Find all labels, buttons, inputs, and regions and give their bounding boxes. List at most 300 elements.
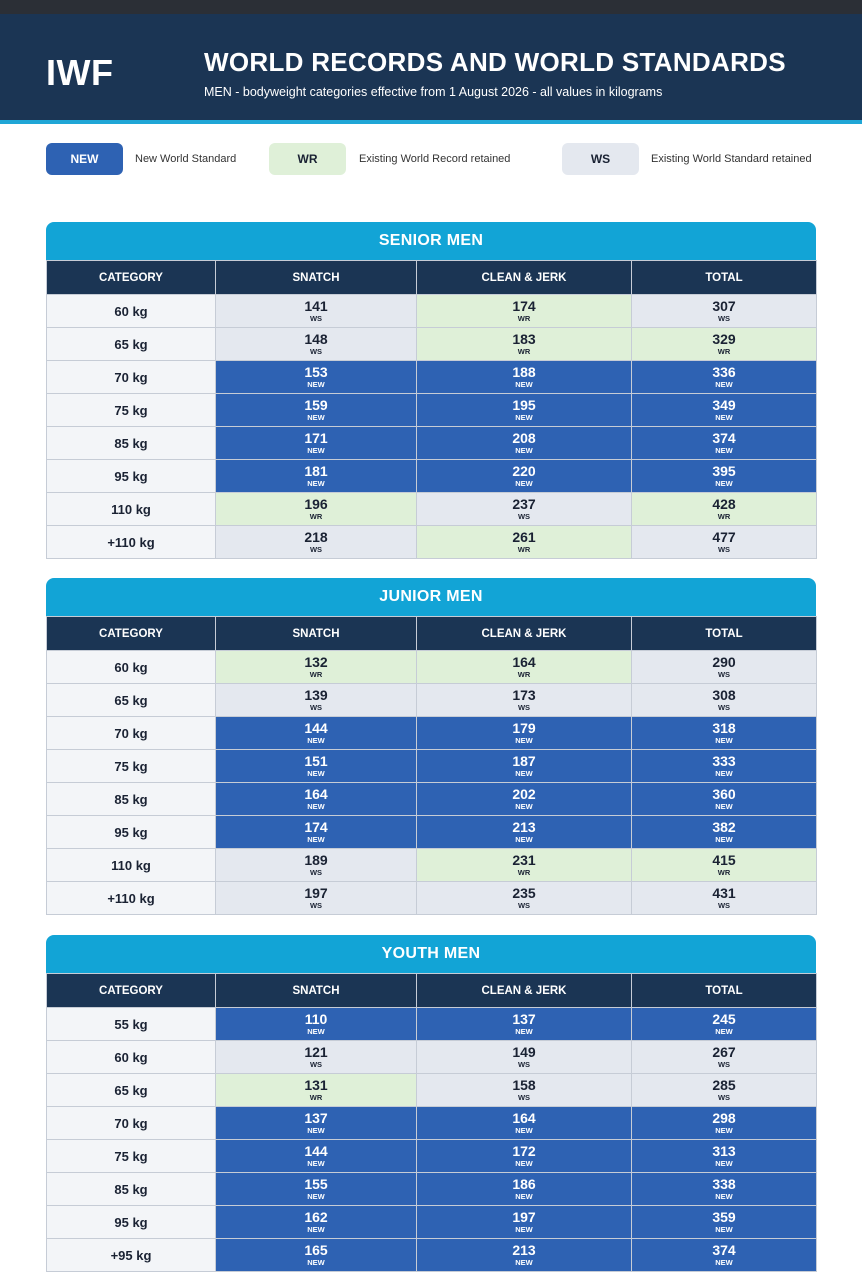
snatch-cell <box>216 816 417 849</box>
table-row <box>47 882 817 915</box>
column-header: CATEGORY <box>47 261 216 295</box>
clean-jerk-cell <box>417 783 632 816</box>
column-header: TOTAL <box>632 617 817 651</box>
record-status: WS <box>309 868 323 877</box>
record-status: WR <box>309 670 323 679</box>
section-title: YOUTH MEN <box>46 935 816 973</box>
record-value: 267 <box>712 1044 736 1060</box>
total-cell <box>632 361 817 394</box>
record-value: 374 <box>712 1242 736 1258</box>
page-title: WORLD RECORDS AND WORLD STANDARDS <box>204 47 786 77</box>
total-cell <box>632 295 817 328</box>
record-status: WR <box>717 512 731 521</box>
record-status: WS <box>717 703 731 712</box>
record-value: 121 <box>304 1044 328 1060</box>
total-cell <box>632 1239 817 1272</box>
records-table <box>46 616 817 915</box>
record-value: 338 <box>712 1176 736 1192</box>
snatch-cell <box>216 295 417 328</box>
record-status: WS <box>309 703 323 712</box>
table-row <box>47 1107 817 1140</box>
section-title: SENIOR MEN <box>46 222 816 260</box>
record-value: 220 <box>512 463 536 479</box>
record-value: 148 <box>304 331 328 347</box>
clean-jerk-cell <box>417 394 632 427</box>
category-cell: 85 kg <box>47 783 216 816</box>
record-value: 318 <box>712 720 736 736</box>
record-status: NEW <box>307 769 325 778</box>
record-status: NEW <box>515 413 533 422</box>
record-status: NEW <box>307 413 325 422</box>
clean-jerk-cell <box>417 1206 632 1239</box>
record-status: NEW <box>307 1126 325 1135</box>
record-status: WR <box>517 314 531 323</box>
record-status: WR <box>717 347 731 356</box>
table-row <box>47 295 817 328</box>
category-cell: 85 kg <box>47 1173 216 1206</box>
records-table <box>46 973 817 1272</box>
clean-jerk-cell <box>417 684 632 717</box>
record-status: WS <box>717 545 731 554</box>
record-status: NEW <box>715 769 733 778</box>
category-cell: 75 kg <box>47 750 216 783</box>
record-value: 164 <box>512 654 536 670</box>
legend-wr-swatch: WR <box>269 143 346 175</box>
snatch-cell <box>216 1041 417 1074</box>
snatch-cell <box>216 427 417 460</box>
record-value: 360 <box>712 786 736 802</box>
table-row <box>47 1206 817 1239</box>
snatch-cell <box>216 1074 417 1107</box>
table-row <box>47 493 817 526</box>
snatch-cell <box>216 526 417 559</box>
record-value: 179 <box>512 720 536 736</box>
table-row <box>47 1239 817 1272</box>
column-header: CLEAN & JERK <box>417 617 632 651</box>
record-status: NEW <box>715 479 733 488</box>
total-cell <box>632 750 817 783</box>
snatch-cell <box>216 783 417 816</box>
record-value: 374 <box>712 430 736 446</box>
clean-jerk-cell <box>417 1140 632 1173</box>
record-status: WS <box>517 1060 531 1069</box>
record-value: 213 <box>512 1242 536 1258</box>
snatch-cell <box>216 750 417 783</box>
snatch-cell <box>216 1107 417 1140</box>
record-status: NEW <box>307 446 325 455</box>
record-status: NEW <box>715 802 733 811</box>
record-status: NEW <box>715 1258 733 1267</box>
clean-jerk-cell <box>417 651 632 684</box>
record-status: NEW <box>307 479 325 488</box>
record-value: 151 <box>304 753 328 769</box>
snatch-cell <box>216 849 417 882</box>
top-strip <box>0 0 862 14</box>
record-value: 183 <box>512 331 536 347</box>
table-row <box>47 783 817 816</box>
column-header: TOTAL <box>632 974 817 1008</box>
record-status: NEW <box>307 802 325 811</box>
clean-jerk-cell <box>417 849 632 882</box>
table-row <box>47 460 817 493</box>
table-row <box>47 717 817 750</box>
iwf-logo: IWF <box>46 52 114 93</box>
clean-jerk-cell <box>417 816 632 849</box>
record-status: NEW <box>515 380 533 389</box>
table-row <box>47 1140 817 1173</box>
snatch-cell <box>216 882 417 915</box>
section-junior-men <box>46 578 816 915</box>
snatch-cell <box>216 328 417 361</box>
record-status: WR <box>309 512 323 521</box>
clean-jerk-cell <box>417 427 632 460</box>
record-status: NEW <box>715 380 733 389</box>
legend-ws-label: Existing World Standard retained <box>651 153 812 165</box>
total-cell <box>632 394 817 427</box>
record-status: NEW <box>515 769 533 778</box>
table-header-row <box>47 617 817 651</box>
section-title: JUNIOR MEN <box>46 578 816 616</box>
record-value: 186 <box>512 1176 536 1192</box>
total-cell <box>632 1206 817 1239</box>
record-status: WS <box>517 512 531 521</box>
record-value: 139 <box>304 687 328 703</box>
section-youth-men <box>46 935 816 1272</box>
total-cell <box>632 1107 817 1140</box>
record-value: 188 <box>512 364 536 380</box>
record-value: 181 <box>304 463 328 479</box>
record-value: 172 <box>512 1143 536 1159</box>
table-row <box>47 816 817 849</box>
total-cell <box>632 493 817 526</box>
total-cell <box>632 328 817 361</box>
record-status: NEW <box>307 1159 325 1168</box>
total-cell <box>632 882 817 915</box>
record-value: 196 <box>304 496 328 512</box>
record-status: NEW <box>515 835 533 844</box>
record-value: 307 <box>712 298 736 314</box>
record-status: NEW <box>715 413 733 422</box>
record-value: 164 <box>304 786 328 802</box>
record-value: 333 <box>712 753 736 769</box>
record-value: 431 <box>712 885 736 901</box>
table-row <box>47 427 817 460</box>
snatch-cell <box>216 1140 417 1173</box>
legend-ws-swatch: WS <box>562 143 639 175</box>
clean-jerk-cell <box>417 1074 632 1107</box>
record-status: NEW <box>515 1159 533 1168</box>
total-cell <box>632 1140 817 1173</box>
record-value: 231 <box>512 852 536 868</box>
record-value: 165 <box>304 1242 328 1258</box>
record-status: NEW <box>515 446 533 455</box>
record-value: 208 <box>512 430 536 446</box>
category-cell: 70 kg <box>47 361 216 394</box>
column-header: SNATCH <box>216 261 417 295</box>
clean-jerk-cell <box>417 1173 632 1206</box>
record-status: NEW <box>307 835 325 844</box>
category-cell: 95 kg <box>47 460 216 493</box>
category-cell: 75 kg <box>47 394 216 427</box>
record-status: WS <box>717 901 731 910</box>
record-value: 162 <box>304 1209 328 1225</box>
record-status: WS <box>717 1093 731 1102</box>
record-value: 395 <box>712 463 736 479</box>
record-status: NEW <box>515 1192 533 1201</box>
record-status: WS <box>309 901 323 910</box>
record-status: WR <box>517 670 531 679</box>
snatch-cell <box>216 1206 417 1239</box>
record-value: 132 <box>304 654 328 670</box>
clean-jerk-cell <box>417 493 632 526</box>
record-status: WR <box>517 868 531 877</box>
column-header: TOTAL <box>632 261 817 295</box>
record-status: WR <box>517 347 531 356</box>
clean-jerk-cell <box>417 717 632 750</box>
total-cell <box>632 816 817 849</box>
record-status: NEW <box>307 1225 325 1234</box>
record-value: 187 <box>512 753 536 769</box>
snatch-cell <box>216 1239 417 1272</box>
record-value: 189 <box>304 852 328 868</box>
record-value: 153 <box>304 364 328 380</box>
record-value: 158 <box>512 1077 536 1093</box>
category-cell: 110 kg <box>47 849 216 882</box>
record-status: NEW <box>715 1126 733 1135</box>
total-cell <box>632 460 817 493</box>
table-row <box>47 684 817 717</box>
record-status: WS <box>517 703 531 712</box>
total-cell <box>632 849 817 882</box>
record-value: 428 <box>712 496 736 512</box>
record-status: WR <box>309 1093 323 1102</box>
total-cell <box>632 427 817 460</box>
record-status: WS <box>309 314 323 323</box>
clean-jerk-cell <box>417 882 632 915</box>
table-row <box>47 394 817 427</box>
column-header: CLEAN & JERK <box>417 974 632 1008</box>
total-cell <box>632 684 817 717</box>
record-value: 149 <box>512 1044 536 1060</box>
record-status: WS <box>517 1093 531 1102</box>
category-cell: 65 kg <box>47 684 216 717</box>
record-value: 155 <box>304 1176 328 1192</box>
total-cell <box>632 651 817 684</box>
record-status: WR <box>517 545 531 554</box>
total-cell <box>632 1041 817 1074</box>
record-value: 261 <box>512 529 536 545</box>
record-status: NEW <box>307 1258 325 1267</box>
legend-wr-label: Existing World Record retained <box>359 153 511 165</box>
record-value: 197 <box>512 1209 536 1225</box>
clean-jerk-cell <box>417 295 632 328</box>
record-value: 137 <box>304 1110 328 1126</box>
header-accent-line <box>0 120 862 124</box>
record-status: NEW <box>515 479 533 488</box>
record-status: NEW <box>715 736 733 745</box>
category-cell: 60 kg <box>47 295 216 328</box>
record-value: 213 <box>512 819 536 835</box>
category-cell: 95 kg <box>47 816 216 849</box>
record-value: 415 <box>712 852 736 868</box>
record-status: NEW <box>715 1027 733 1036</box>
legend-new-swatch: NEW <box>46 143 123 175</box>
record-value: 141 <box>304 298 328 314</box>
table-header-row <box>47 974 817 1008</box>
record-value: 336 <box>712 364 736 380</box>
records-table <box>46 260 817 559</box>
clean-jerk-cell <box>417 1107 632 1140</box>
category-cell: 70 kg <box>47 717 216 750</box>
record-status: WS <box>717 314 731 323</box>
table-row <box>47 1074 817 1107</box>
record-status: WS <box>309 545 323 554</box>
record-value: 174 <box>512 298 536 314</box>
clean-jerk-cell <box>417 750 632 783</box>
snatch-cell <box>216 1173 417 1206</box>
total-cell <box>632 783 817 816</box>
total-cell <box>632 526 817 559</box>
record-value: 144 <box>304 720 328 736</box>
record-status: NEW <box>515 1027 533 1036</box>
record-status: WS <box>309 1060 323 1069</box>
record-status: NEW <box>715 835 733 844</box>
table-row <box>47 849 817 882</box>
total-cell <box>632 1173 817 1206</box>
record-value: 137 <box>512 1011 536 1027</box>
category-cell: +95 kg <box>47 1239 216 1272</box>
record-status: WR <box>717 868 731 877</box>
record-value: 110 <box>304 1011 328 1027</box>
record-value: 382 <box>712 819 736 835</box>
table-row <box>47 750 817 783</box>
category-cell: 65 kg <box>47 1074 216 1107</box>
record-status: WS <box>717 670 731 679</box>
record-value: 349 <box>712 397 736 413</box>
record-value: 218 <box>304 529 328 545</box>
record-value: 197 <box>304 885 328 901</box>
table-row <box>47 1008 817 1041</box>
record-status: NEW <box>515 1225 533 1234</box>
category-cell: 60 kg <box>47 1041 216 1074</box>
record-status: NEW <box>515 1258 533 1267</box>
snatch-cell <box>216 460 417 493</box>
record-value: 290 <box>712 654 736 670</box>
table-row <box>47 651 817 684</box>
record-status: WS <box>309 347 323 356</box>
column-header: CLEAN & JERK <box>417 261 632 295</box>
total-cell <box>632 1008 817 1041</box>
record-value: 144 <box>304 1143 328 1159</box>
record-status: NEW <box>307 1027 325 1036</box>
record-status: NEW <box>515 1126 533 1135</box>
record-status: NEW <box>715 1159 733 1168</box>
section-senior-men <box>46 222 816 559</box>
clean-jerk-cell <box>417 1008 632 1041</box>
category-cell: 110 kg <box>47 493 216 526</box>
record-status: NEW <box>715 1225 733 1234</box>
snatch-cell <box>216 1008 417 1041</box>
record-value: 298 <box>712 1110 736 1126</box>
record-value: 173 <box>512 687 536 703</box>
record-status: NEW <box>515 802 533 811</box>
record-status: NEW <box>715 446 733 455</box>
table-row <box>47 526 817 559</box>
total-cell <box>632 717 817 750</box>
record-value: 159 <box>304 397 328 413</box>
record-value: 174 <box>304 819 328 835</box>
clean-jerk-cell <box>417 328 632 361</box>
snatch-cell <box>216 717 417 750</box>
legend-new-label: New World Standard <box>135 153 237 165</box>
snatch-cell <box>216 684 417 717</box>
record-value: 171 <box>304 430 328 446</box>
table-header-row <box>47 261 817 295</box>
record-value: 237 <box>512 496 536 512</box>
column-header: SNATCH <box>216 974 417 1008</box>
record-status: NEW <box>715 1192 733 1201</box>
category-cell: 55 kg <box>47 1008 216 1041</box>
snatch-cell <box>216 493 417 526</box>
record-status: NEW <box>307 380 325 389</box>
category-cell: +110 kg <box>47 882 216 915</box>
clean-jerk-cell <box>417 1041 632 1074</box>
record-value: 477 <box>712 529 736 545</box>
column-header: SNATCH <box>216 617 417 651</box>
clean-jerk-cell <box>417 526 632 559</box>
column-header: CATEGORY <box>47 974 216 1008</box>
record-value: 313 <box>712 1143 736 1159</box>
record-value: 235 <box>512 885 536 901</box>
total-cell <box>632 1074 817 1107</box>
record-status: NEW <box>307 1192 325 1201</box>
record-value: 202 <box>512 786 536 802</box>
page-header <box>0 14 862 120</box>
table-row <box>47 361 817 394</box>
category-cell: 75 kg <box>47 1140 216 1173</box>
record-value: 195 <box>512 397 536 413</box>
record-value: 285 <box>712 1077 736 1093</box>
record-status: NEW <box>515 736 533 745</box>
table-row <box>47 1173 817 1206</box>
clean-jerk-cell <box>417 1239 632 1272</box>
record-value: 308 <box>712 687 736 703</box>
category-cell: 60 kg <box>47 651 216 684</box>
record-status: NEW <box>307 736 325 745</box>
record-value: 329 <box>712 331 736 347</box>
record-value: 359 <box>712 1209 736 1225</box>
page-subtitle: MEN - bodyweight categories effective from 1 August 2026 - all values in kilograms <box>204 85 663 99</box>
clean-jerk-cell <box>417 361 632 394</box>
snatch-cell <box>216 361 417 394</box>
record-value: 131 <box>304 1077 328 1093</box>
column-header: CATEGORY <box>47 617 216 651</box>
category-cell: 85 kg <box>47 427 216 460</box>
snatch-cell <box>216 394 417 427</box>
table-row <box>47 328 817 361</box>
record-value: 164 <box>512 1110 536 1126</box>
clean-jerk-cell <box>417 460 632 493</box>
record-value: 245 <box>712 1011 736 1027</box>
category-cell: +110 kg <box>47 526 216 559</box>
record-status: WS <box>517 901 531 910</box>
category-cell: 70 kg <box>47 1107 216 1140</box>
record-status: WS <box>717 1060 731 1069</box>
snatch-cell <box>216 651 417 684</box>
category-cell: 65 kg <box>47 328 216 361</box>
table-row <box>47 1041 817 1074</box>
category-cell: 95 kg <box>47 1206 216 1239</box>
